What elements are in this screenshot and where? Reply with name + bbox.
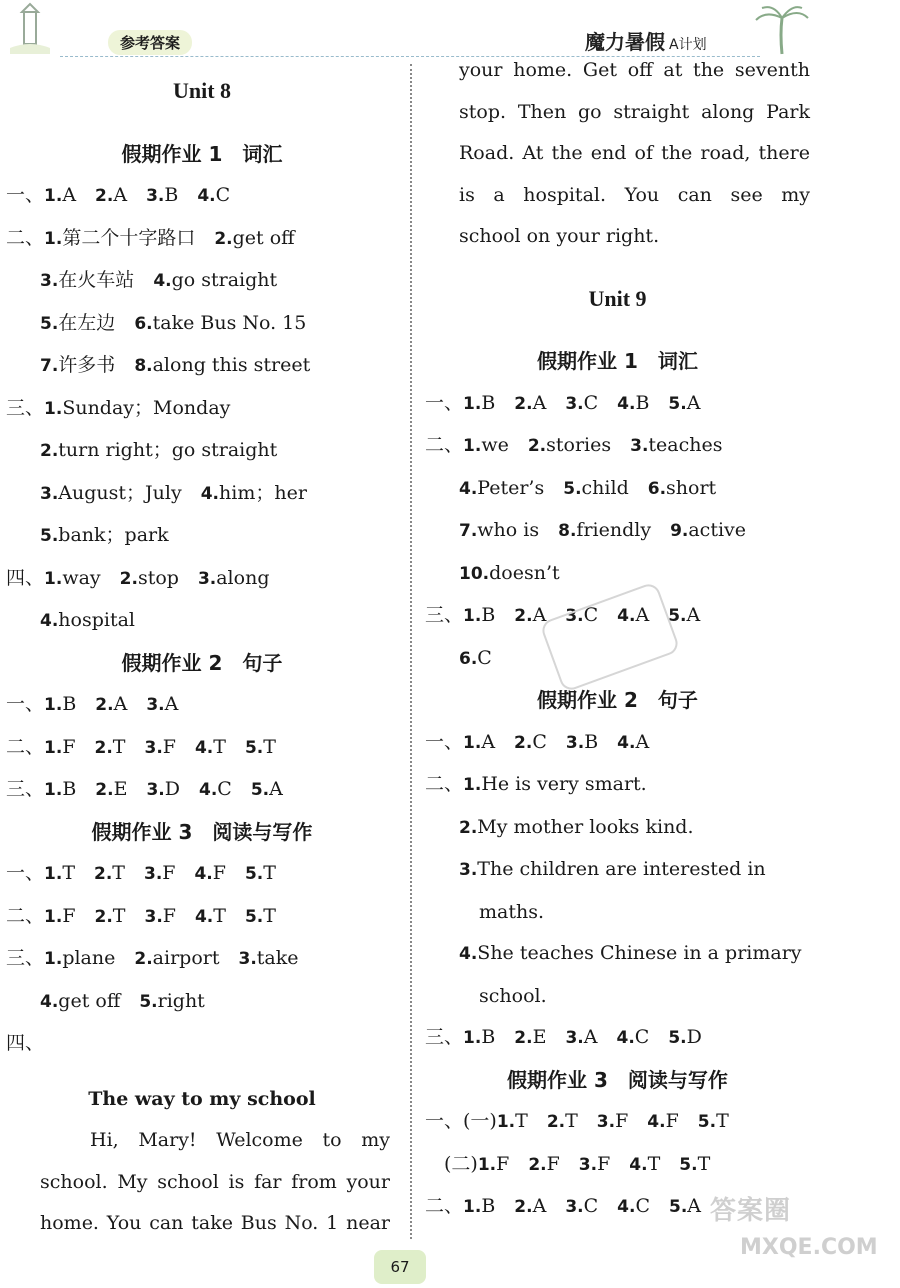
answer-value: airport [152,947,220,969]
answer-number: 4. [459,478,478,499]
answer-number: 5. [40,526,59,546]
answer-number: 4. [40,611,59,631]
answer-value: take Bus No. 15 [152,311,307,334]
answer-value: F [597,1152,611,1175]
question-group-label: 一、(一) [425,1110,497,1132]
answer-row [6,896,398,939]
answer-number: 2. [214,228,233,249]
answer-number: 3. [146,695,165,715]
answer-number: 3. [144,906,163,927]
question-group-label: 一、 [6,693,45,715]
answer-value: F [212,862,226,884]
unit9-hw1-title: 假期作业 1 词汇 [537,349,698,373]
answer-value: B [164,184,179,206]
essay-line: is a hospital. You can see my [459,183,810,206]
answer-number: 1. [463,606,482,626]
answer-row [425,468,810,511]
answer-row [6,303,398,346]
answer-number: 5. [250,780,270,800]
answer-value: A [113,184,128,206]
answer-value: F [496,1152,510,1175]
question-group-label: 三、 [425,1026,464,1048]
answer-number: 2. [94,737,113,758]
answer-value: F [62,904,76,927]
answer-value: C [532,730,547,753]
answer-value: doesn’t [489,561,560,584]
answer-value: B [481,391,496,414]
question-group-label: 一、 [6,184,45,206]
answer-value: active [688,519,747,541]
answer-value: T [112,904,126,927]
answer-number: 2. [94,906,113,927]
answer-value: T [213,735,226,758]
answer-number: 2. [134,949,153,969]
answer-number: 3. [238,949,257,969]
answer-value: A [164,693,179,715]
answer-number: 4. [617,732,636,753]
answer-number: 1. [44,949,63,969]
answer-value: way [62,566,101,589]
unit8-hw1-title: 假期作业 1 词汇 [121,141,283,166]
unit8-hw2-title: 假期作业 2 句子 [121,650,283,675]
essay-line: home. You can take Bus No. 1 near [40,1212,390,1234]
answer-value: along this street [152,354,311,376]
answer-number: 3. [146,186,165,206]
answer-number: 1. [44,568,63,589]
answer-value: T [263,735,276,758]
answer-value: turn right；go straight [58,439,278,461]
answer-number: 4. [200,483,220,504]
question-group-label: 二、 [6,735,45,758]
answer-value: 许多书 [58,354,116,376]
answer-value: A [532,391,547,414]
answer-value: F [62,735,76,758]
answer-number: 2. [546,1112,566,1132]
answer-number: 5. [669,1197,688,1217]
answer-number: 5. [697,1112,717,1132]
left-column [6,70,398,1245]
answer-number: 7. [459,521,478,541]
answer-number: 4. [617,606,636,626]
watermark-logo: 答案圈 [710,1196,792,1226]
answer-row [6,218,398,261]
answer-value: F [546,1152,560,1175]
answer-key-label: 参考答案 [108,30,192,55]
answer-number: 6. [134,313,153,334]
answer-number: 4. [194,864,213,884]
answer-value: who is [477,519,540,541]
answer-row [425,510,810,553]
answer-number: 4. [629,1154,648,1175]
answer-number: 5. [668,606,687,626]
essay-line: stop. Then go straight along Park [459,100,810,123]
answer-continuation: school. [479,984,547,1007]
answer-row [6,981,398,1024]
answer-value: plane [62,947,116,969]
answer-value: She teaches Chinese in a primary [477,942,802,964]
brand-subtitle: A计划 [669,37,707,53]
answer-number: 2. [95,186,114,206]
answer-number: 2. [514,393,533,414]
answer-value: we [481,434,509,456]
answer-row [6,558,398,601]
unit9-hw3-title: 假期作业 3 阅读与写作 [507,1067,728,1092]
answer-value: My mother looks kind. [477,815,694,838]
answer-row [425,933,810,976]
answer-value: A [686,391,701,414]
answer-number: 10. [459,563,490,584]
question-group-label: 一、 [425,391,464,414]
question-group-label: 三、 [6,396,45,419]
answer-row [425,849,810,892]
unit9-hw2-answers [425,722,810,1060]
answer-row [6,684,398,727]
answer-number: 1. [44,906,63,927]
answer-value: C [583,391,599,414]
answer-value: C [634,1026,650,1048]
essay-title: The way to my school [88,1087,316,1110]
answer-value: A [687,1195,702,1217]
answer-row [425,722,810,765]
answer-number: 3. [146,780,165,800]
palm-tree-icon [752,4,812,56]
answer-number: 1. [496,1112,516,1132]
answer-row [6,388,398,431]
answer-number: 1. [44,864,63,884]
answer-value: 在左边 [58,311,116,334]
answer-number: 9. [670,521,689,541]
answer-number: 1. [463,775,482,795]
answer-number: 5. [244,906,264,927]
answer-number: 4. [617,1197,636,1217]
answer-value: B [635,391,650,414]
answer-number: 1. [44,695,63,715]
answer-number: 2. [514,732,533,753]
question-group-label: 二、 [425,434,464,456]
answer-value: B [481,1195,496,1217]
answer-number: 1. [44,737,63,758]
answer-number: 6. [459,648,478,669]
answer-number: 3. [596,1112,616,1132]
answer-row [425,892,810,934]
answer-number: 2. [514,1028,533,1048]
answer-number: 2. [40,441,59,461]
answer-value: The children are interested in [477,858,766,880]
answer-value: F [615,1110,629,1132]
answer-number: 2. [459,817,478,838]
question-group-label: 二、 [425,773,464,795]
answer-value: him；her [219,481,307,504]
answer-number: 2. [119,568,138,589]
answer-number: 1. [463,732,482,753]
answer-value: Peter’s [477,476,545,499]
answer-number: 5. [139,991,158,1012]
answer-row [6,600,398,643]
question-group-label: 三、 [425,604,464,626]
answer-number: 4. [459,944,478,964]
answer-value: D [164,778,180,800]
answer-value: hospital [58,609,136,631]
answer-row [425,1017,810,1060]
answer-number: 1. [463,436,482,456]
answer-value: B [62,693,77,715]
answer-number: 3. [143,864,163,884]
answer-value: T [263,904,276,927]
unit-8-title: Unit 8 [172,78,232,103]
answer-value: child [581,476,629,499]
answer-row [6,853,398,896]
answer-number: 5. [668,393,687,414]
answer-number: 4. [40,991,59,1012]
answer-number: 3. [565,606,584,626]
brand-name: 魔力暑假 [585,30,665,54]
answer-number: 5. [40,313,59,334]
essay-line: Road. At the end of the road, there [459,142,810,164]
answer-number: 5. [668,1028,687,1048]
answer-value: stories [546,434,612,456]
answer-number: 2. [95,695,114,715]
question-group-label: 四、 [6,1032,45,1054]
answer-number: 3. [565,1197,584,1217]
answer-row [6,938,398,981]
answer-value: D [686,1026,702,1048]
answer-row [6,1023,398,1065]
answer-value: A [532,604,547,626]
question-group-label: (二) [425,1152,478,1175]
watermark-url: MXQE.COM [740,1235,878,1260]
answer-row [6,727,398,770]
answer-number: 4. [198,780,218,800]
answer-value: A [635,730,650,753]
answer-number: 1. [477,1154,497,1175]
lighthouse-icon [8,2,52,56]
question-group-label: 四、 [6,566,45,589]
answer-number: 4. [197,186,216,206]
answer-value: E [532,1026,547,1048]
answer-number: 3. [565,393,584,414]
answer-number: 1. [44,228,63,249]
answer-value: T [62,862,75,884]
answer-value: T [716,1110,729,1132]
answer-row [425,976,810,1018]
question-group-label: 一、 [6,862,45,884]
answer-value: get off [232,226,295,249]
answer-number: 3. [40,483,59,504]
unit8-hw3-title: 假期作业 3 阅读与写作 [91,819,313,844]
answer-row [425,383,810,426]
answer-value: Sunday；Monday [62,396,231,419]
answer-value: T [112,735,126,758]
answer-value: T [213,904,226,927]
answer-value: 第二个十字路口 [62,226,196,249]
answer-value: along [216,566,270,589]
answer-value: A [113,693,128,715]
answer-row [425,553,810,596]
answer-row [6,345,398,388]
answer-number: 7. [40,356,59,376]
answer-value: bank；park [58,524,169,546]
answer-value: August；July [58,481,182,504]
answer-value: 在火车站 [58,269,135,291]
unit8-hw2-answers [6,684,398,812]
answer-value: F [162,862,176,884]
column-divider [410,64,412,1239]
answer-row [425,1101,810,1144]
answer-number: 2. [94,864,113,884]
answer-number: 1. [44,398,63,419]
answer-value: C [477,646,492,669]
answer-value: stop [137,566,179,589]
answer-number: 4. [194,737,214,758]
answer-number: 3. [565,1028,584,1048]
answer-value: C [583,604,599,626]
answer-number: 1. [44,186,63,206]
answer-value: go straight [171,269,278,291]
answer-number: 4. [616,1028,635,1048]
answer-value: take [256,947,299,969]
answer-value: T [647,1152,661,1175]
answer-number: 3. [40,271,59,291]
answer-value: B [62,778,77,800]
answer-value: A [62,184,77,206]
answer-value: He is very smart. [481,773,647,795]
answer-number: 1. [463,393,482,414]
answer-value: C [583,1195,599,1217]
question-group-label: 三、 [6,947,45,969]
answer-value: short [666,476,717,499]
answer-value: B [481,1026,496,1048]
answer-number: 1. [463,1197,482,1217]
answer-value: T [263,862,276,884]
answer-number: 2. [527,436,547,456]
answer-number: 3. [459,860,478,880]
unit-9-title: Unit 9 [588,285,647,311]
answer-number: 3. [565,732,585,753]
essay-line: school. My school is far from your [40,1170,390,1193]
answer-number: 3. [578,1154,598,1175]
question-group-label: 二、 [6,226,45,249]
answer-value: T [112,862,125,884]
answer-continuation: maths. [479,900,545,923]
question-group-label: 二、 [425,1195,464,1217]
answer-value: A [481,730,496,753]
answer-number: 2. [514,606,533,626]
question-group-label: 一、 [425,730,464,753]
answer-value: E [113,778,128,800]
answer-row [6,473,398,516]
answer-number: 5. [244,737,264,758]
answer-value: A [269,778,283,800]
answer-value: C [635,1195,650,1217]
answer-value: T [515,1110,528,1132]
answer-number: 4. [153,271,172,291]
answer-number: 5. [563,478,582,499]
answer-value: teaches [648,434,723,456]
question-group-label: 二、 [6,904,45,927]
answer-row [425,807,810,850]
answer-value: F [665,1110,679,1132]
answer-row [6,515,398,558]
answer-value: B [584,730,599,753]
answer-value: right [157,989,205,1012]
answer-number: 3. [630,436,649,456]
answer-number: 2. [95,780,114,800]
answer-number: 4. [194,906,214,927]
answer-value: A [532,1195,547,1217]
answer-number: 8. [134,356,153,376]
answer-value: A [583,1026,598,1048]
question-group-label: 三、 [6,778,45,800]
answer-row [425,1144,810,1187]
answer-value: F [162,904,176,927]
answer-row [6,175,398,218]
answer-value: T [565,1110,578,1132]
answer-row [6,769,398,812]
essay-line: Hi, Mary! Welcome to my [90,1129,390,1151]
answer-number: 3. [144,737,163,758]
unit8-hw1-answers [6,175,398,643]
answer-value: T [697,1152,711,1175]
unit9-hw2-title: 假期作业 2 句子 [537,688,698,712]
answer-number: 2. [528,1154,547,1175]
answer-number: 6. [647,478,667,499]
answer-row [6,430,398,473]
essay-line: your home. Get off at the seventh [459,59,810,81]
answer-number: 1. [463,1028,482,1048]
answer-row [425,425,810,468]
answer-value: B [481,604,496,626]
page-number: 67 [374,1250,426,1284]
answer-row [6,260,398,303]
answer-number: 3. [197,568,217,589]
answer-value: F [162,735,176,758]
answer-value: C [217,778,232,800]
answer-number: 4. [617,393,636,414]
answer-number: 1. [44,780,63,800]
answer-number: 4. [647,1112,666,1132]
answer-number: 2. [514,1197,533,1217]
essay-line: school on your right. [459,225,660,247]
answer-number: 8. [558,521,577,541]
answer-value: A [635,604,650,626]
answer-value: get off [58,989,121,1012]
answer-number: 5. [244,864,264,884]
answer-value: friendly [576,519,652,541]
answer-number: 5. [679,1154,698,1175]
answer-row [425,764,810,807]
answer-value: C [215,184,231,206]
unit8-hw3-answers [6,853,398,1065]
answer-value: A [686,604,701,626]
